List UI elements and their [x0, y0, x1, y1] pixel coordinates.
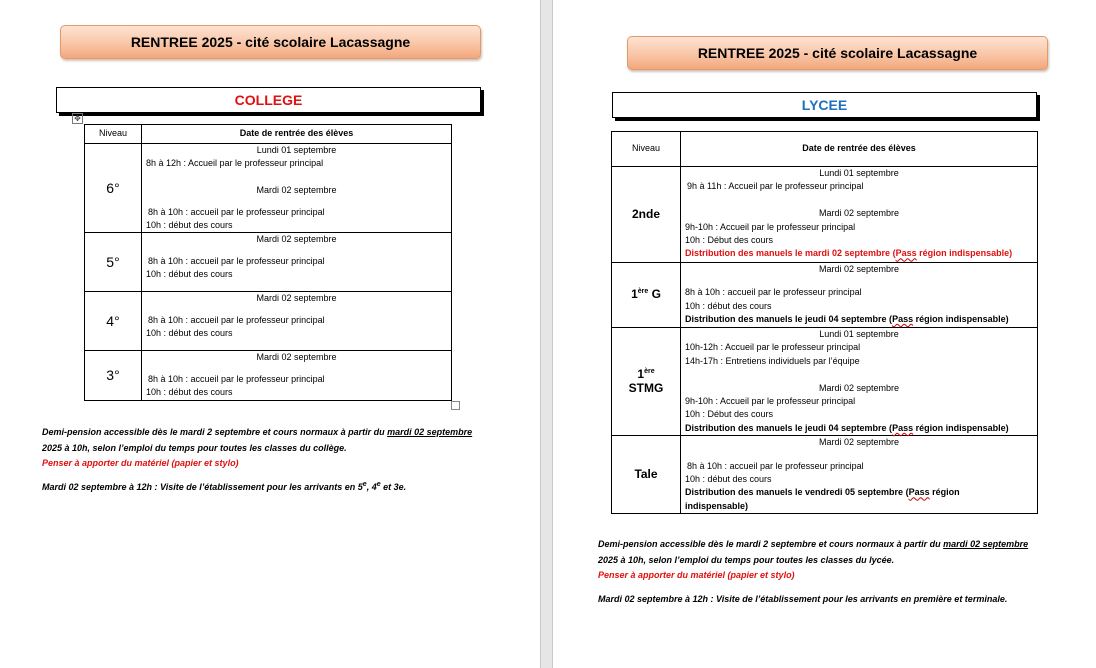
level-cell: 1ère G	[612, 263, 681, 328]
day-line: Mardi 02 septembre	[818, 382, 900, 393]
college-table	[84, 124, 452, 401]
level-cell: 3°	[85, 351, 142, 400]
level-cell: 1ère STMG	[612, 328, 681, 436]
level-cell: Tale	[612, 436, 681, 514]
table-row	[612, 328, 1038, 436]
day-line: Lundi 01 septembre	[819, 168, 899, 178]
schedule-line: 8h à 10h : accueil par le professeur principal	[148, 373, 325, 384]
schedule-line: 8h à 10h : accueil par le professeur principal	[148, 255, 325, 266]
lycee-section-title: LYCEE	[612, 92, 1037, 118]
date-cell	[681, 328, 1038, 436]
schedule-line: 9h-10h : Accueil par le professeur principal	[685, 221, 856, 232]
banner-title: RENTREE 2025 - cité scolaire Lacassagne	[60, 25, 481, 59]
college-section-title: COLLEGE	[56, 87, 481, 113]
table-row	[85, 351, 452, 400]
page-lycee	[553, 0, 1096, 668]
level-cell: 6°	[85, 144, 142, 233]
day-line: Mardi 02 septembre	[818, 264, 900, 274]
distribution-line: Distribution des manuels le jeudi 04 septembre (Pass région indispensable)	[685, 314, 1009, 325]
day-line: Mardi 02 septembre	[818, 437, 900, 448]
table-row	[85, 233, 452, 292]
lycee-table	[611, 131, 1038, 514]
materiel-note: Penser à apporter du matériel (papier et stylo)	[598, 570, 795, 580]
schedule-line: 10h-12h : Accueil par le professeur principal	[685, 342, 861, 353]
college-notes	[42, 425, 512, 495]
date-cell	[681, 263, 1038, 328]
level-cell: 4°	[85, 292, 142, 351]
demi-pension-note: Demi-pension accessible dès le mardi 2 septembre et cours normaux à partir du mardi 02 septembre 2025 à 10h, selon l’emploi du temps pour toutes les classes du lycée.	[598, 539, 1029, 565]
schedule-line: 10h : début des cours	[146, 220, 233, 231]
date-cell	[142, 351, 452, 400]
day-line: Lundi 01 septembre	[819, 329, 899, 339]
day-line: Mardi 02 septembre	[256, 185, 337, 196]
date-cell	[681, 167, 1038, 263]
schedule-line: 10h : début des cours	[685, 474, 772, 485]
materiel-note: Penser à apporter du matériel (papier et stylo)	[42, 458, 239, 468]
demi-pension-note: Demi-pension accessible dès le mardi 2 septembre et cours normaux à partir du mardi 02 septembre 2025 à 10h, selon l’emploi du temps pour toutes les classes du collège.	[42, 427, 473, 453]
day-line: Lundi 01 septembre	[256, 145, 337, 155]
schedule-line: 8h à 10h : accueil par le professeur principal	[148, 314, 325, 325]
table-row	[85, 292, 452, 351]
date-cell	[142, 233, 452, 292]
table-resize-handle-icon[interactable]	[451, 401, 460, 410]
day-line: Mardi 02 septembre	[256, 352, 337, 363]
distribution-line: Distribution des manuels le vendredi 05 septembre (Pass région indispensable)	[685, 487, 960, 511]
day-line: Mardi 02 septembre	[256, 234, 337, 245]
distribution-line: Distribution des manuels le jeudi 04 septembre (Pass région indispensable)	[685, 422, 1009, 433]
schedule-line: 10h : début des cours	[685, 300, 772, 311]
schedule-line: 10h : Début des cours	[685, 409, 774, 420]
schedule-line: 8h à 10h : accueil par le professeur principal	[685, 287, 862, 298]
date-cell	[142, 292, 452, 351]
table-row	[612, 436, 1038, 514]
visite-note: Mardi 02 septembre à 12h : Visite de l’établissement pour les arrivants en première et terminale.	[598, 593, 1008, 604]
lycee-notes	[598, 537, 1078, 607]
schedule-line: 10h : Début des cours	[685, 235, 774, 246]
schedule-line: 8h à 12h : Accueil par le professeur principal	[146, 158, 324, 169]
level-cell: 5°	[85, 233, 142, 292]
day-line: Mardi 02 septembre	[818, 208, 900, 219]
table-row	[612, 167, 1038, 263]
schedule-line: 10h : début des cours	[146, 387, 233, 398]
banner-title: RENTREE 2025 - cité scolaire Lacassagne	[627, 36, 1048, 70]
header-date: Date de rentrée des élèves	[142, 125, 452, 144]
header-date: Date de rentrée des élèves	[681, 132, 1038, 167]
day-line: Mardi 02 septembre	[256, 293, 337, 304]
date-cell	[681, 436, 1038, 514]
schedule-line: 9h à 11h : Accueil par le professeur principal	[687, 181, 864, 192]
page-gutter	[540, 0, 553, 668]
schedule-line: 14h-17h : Entretiens individuels par l’équipe	[685, 355, 860, 366]
table-row	[85, 144, 452, 233]
distribution-line: Distribution des manuels le mardi 02 septembre (Pass région indispensable)	[685, 248, 1013, 259]
table-row	[612, 263, 1038, 328]
date-cell	[142, 144, 452, 233]
schedule-line: 9h-10h : Accueil par le professeur principal	[685, 396, 856, 407]
schedule-line: 8h à 10h : accueil par le professeur principal	[148, 206, 325, 217]
header-niveau: Niveau	[612, 132, 681, 167]
level-cell: 2nde	[612, 167, 681, 263]
visite-note: Mardi 02 septembre à 12h : Visite de l’établissement pour les arrivants en 5e, 4e et 3e.	[42, 480, 407, 492]
table-move-handle-icon[interactable]: ✥	[72, 113, 83, 124]
page-college	[0, 0, 540, 668]
schedule-line: 8h à 10h : accueil par le professeur principal	[687, 460, 864, 471]
header-niveau: Niveau	[85, 125, 142, 144]
schedule-line: 10h : début des cours	[146, 328, 233, 339]
schedule-line: 10h : début des cours	[146, 269, 233, 280]
